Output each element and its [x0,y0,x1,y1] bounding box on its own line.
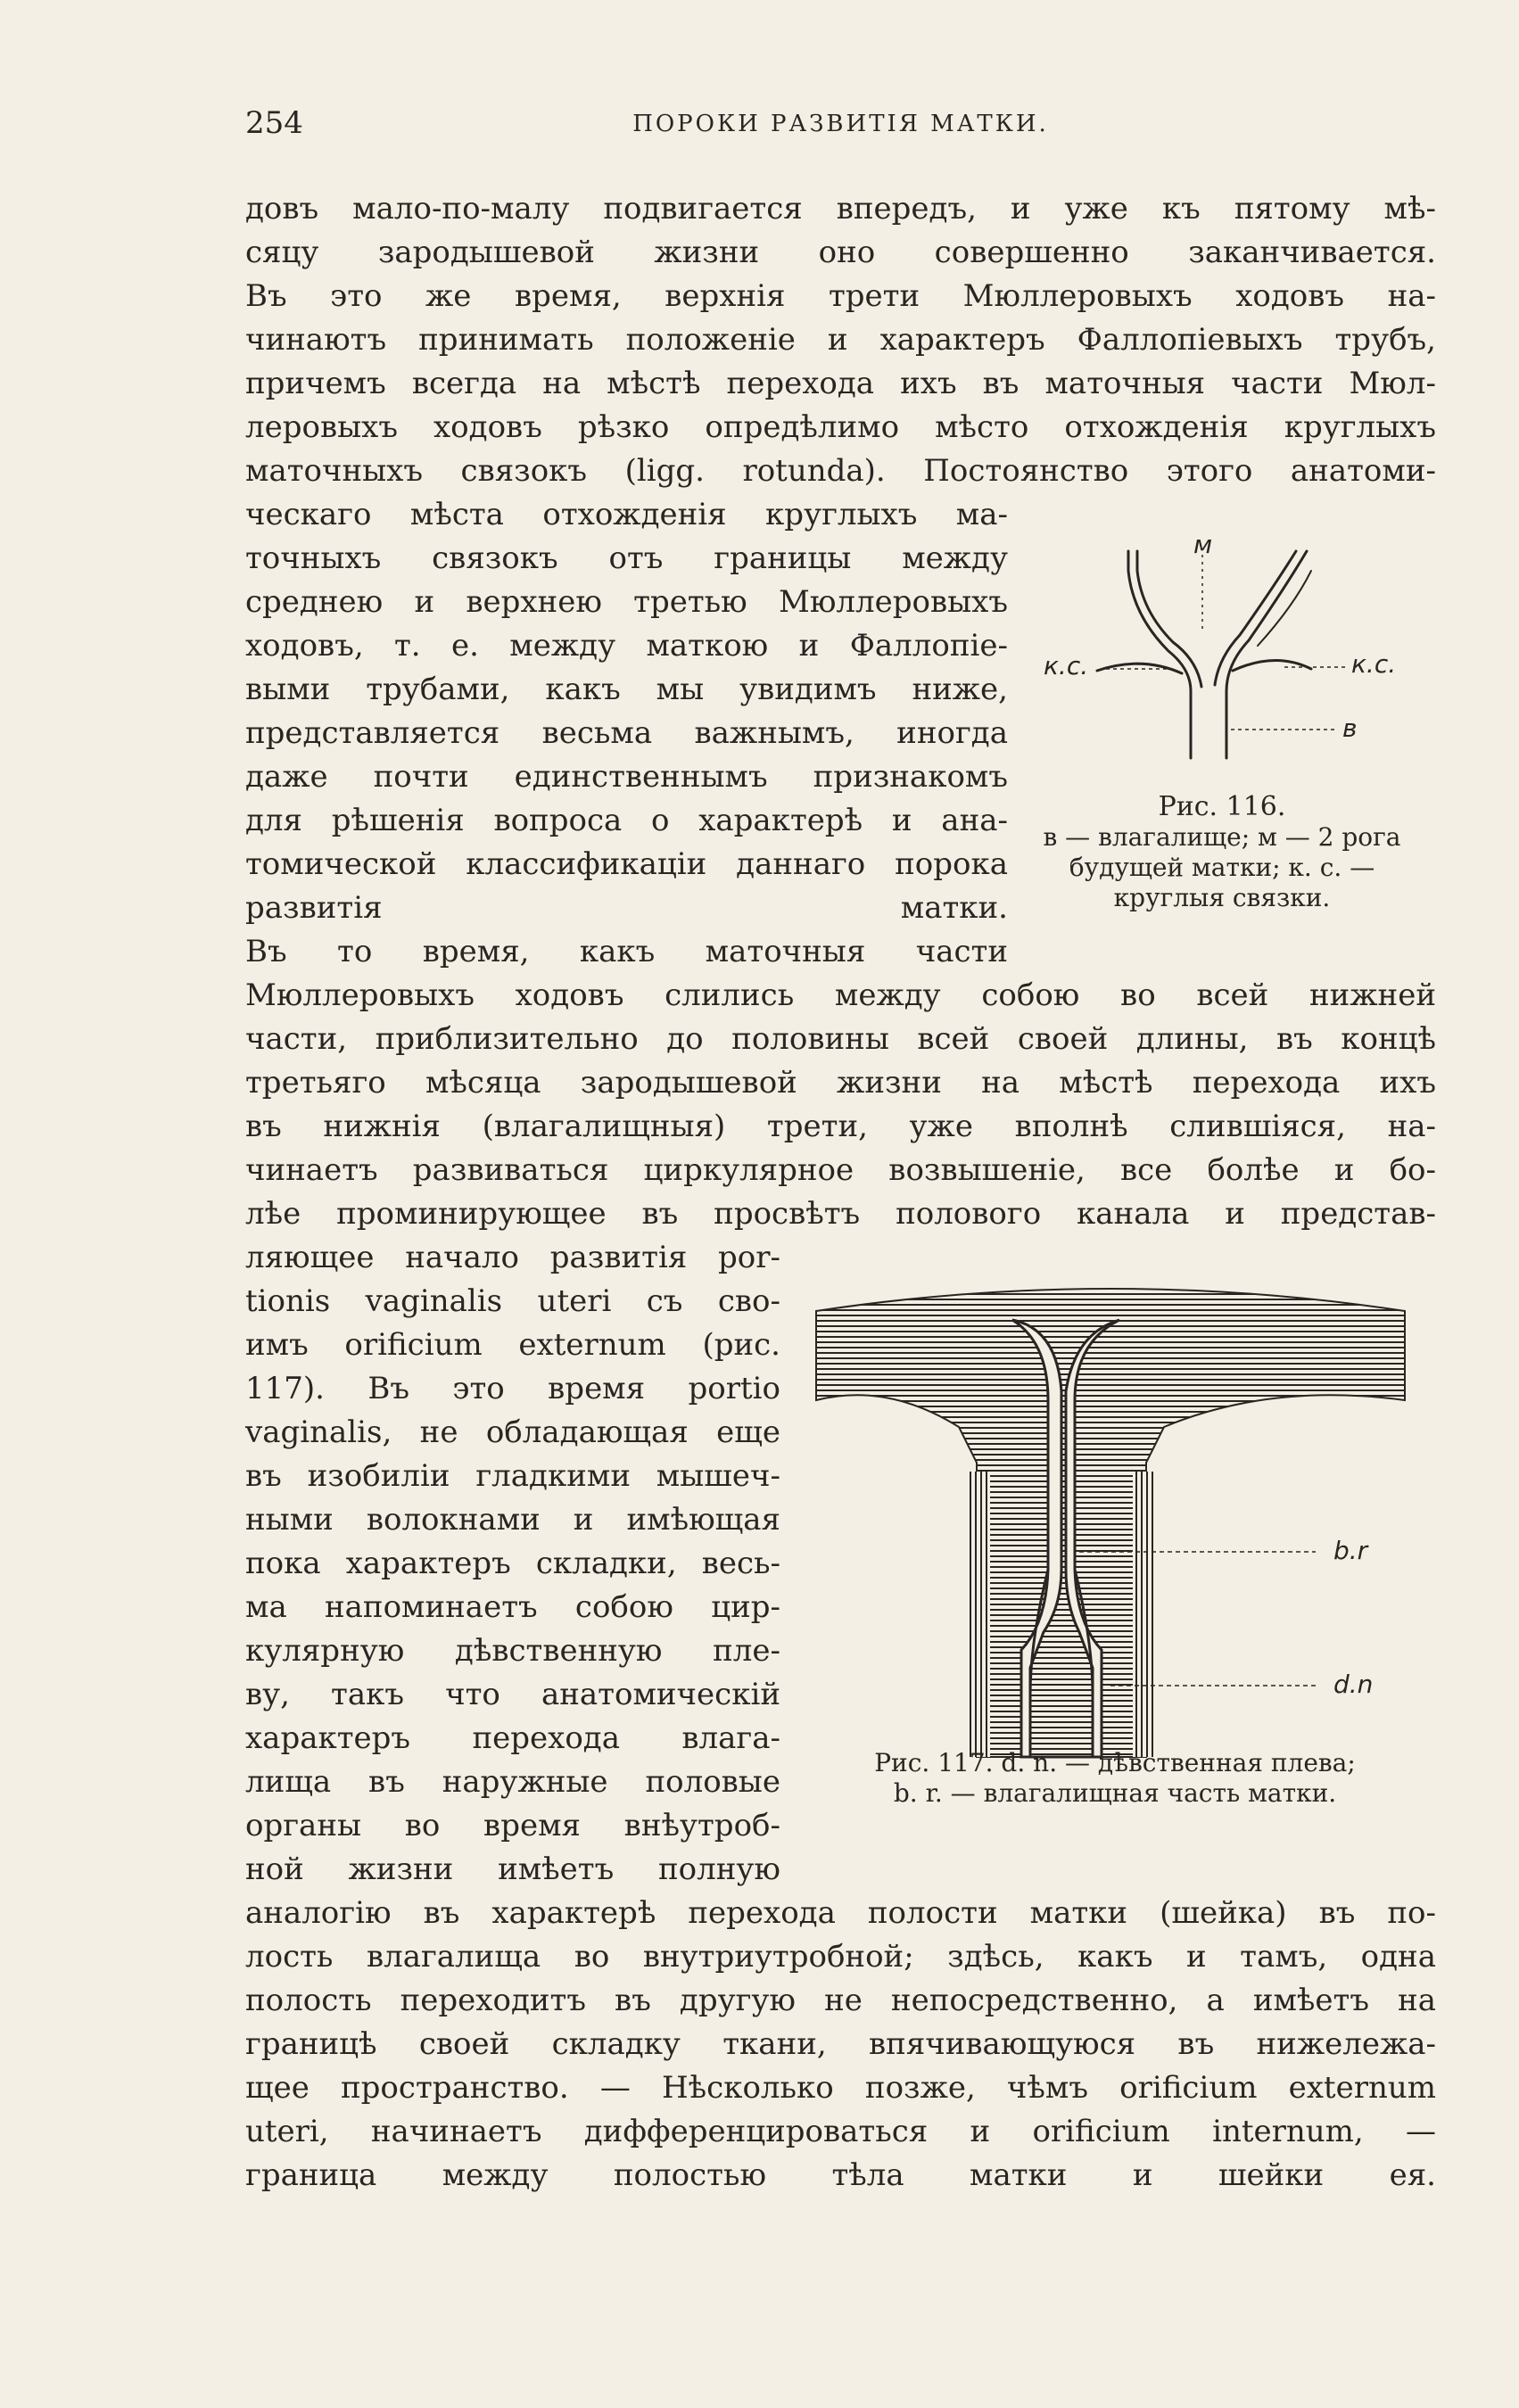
label-vagina: в [1342,713,1358,743]
label-vaginal-portion: b.r [1333,1536,1368,1565]
label-horns: м [1193,530,1213,559]
figure-117-caption: Рис. 117. d. n. — дѣвственная плева; b. r. — влагалищная часть матки. [874,1748,1356,1808]
paragraph-ligaments-wrapped: ческаго мѣста отхожденія круглыхъ ма- точныхъ связокъ отъ границы между среднею и верхнею третью Мюллеровыхъ ходовъ, т. е. между маткою и Фаллопіе- выми трубами, какъ мы увидимъ ниже, представляется весьма важнымъ, иногда даже почти единственнымъ признакомъ для рѣшенія вопроса о характерѣ и ана- томической классификаціи даннаго порока развитія матки. [245,497,1008,926]
paragraph-circular-elevation: Мюллеровыхъ ходовъ слились между собою во всей нижней части, приблизительно до половины всей своей длины, въ концѣ третьяго мѣсяца зародышевой жизни на мѣстѣ перехода ихъ въ нижнія (влагалищныя) трети, уже вполнѣ слившіяся, на- чинаетъ развиваться циркулярное возвышеніе, все болѣе и бо- лѣе проминирующее въ просвѣтъ полового канала и представ- [245,977,1436,1232]
label-hymen: d.n [1333,1670,1374,1699]
page-header [245,105,1436,150]
uterus-section-engraving [807,1249,1414,1766]
figure-116-caption [1017,792,1427,913]
paragraph-portio-start: Въ то время, какъ маточныя части [245,934,1008,969]
figure-116-caption-text: в — влагалище; м — 2 рога будущей матки; к. с. — круглыя связки. [1043,822,1401,912]
running-title: ПОРОКИ РАЗВИТІЯ МАТКИ. [632,111,1049,137]
paragraph-portio-wrapped: ляющее начало развитія por- tionis vaginalis uteri съ сво- имъ orificium externum (рис. 117). Въ это время portio vaginalis, не обладающая еще въ изобиліи гладкими мышеч- ными волокнами и имѣющая пока характеръ складки, весь- ма напоминаетъ собою цир- кулярную дѣвственную пле- ву, такъ что анатомическій характеръ перехода влага- лища въ наружные половые органы во время внѣутроб- ной жизни имѣетъ полную [245,1240,780,1887]
paragraph-continuation: довъ мало-по-малу подвигается впередъ, и уже къ пятому мѣ- сяцу зародышевой жизни оно совершенно заканчивается. [245,191,1436,270]
figure-116-title: Рис. 116. [1158,791,1286,822]
label-round-ligament-right: к.с. [1351,649,1397,679]
page-number: 254 [245,105,303,141]
paragraph-orificium: аналогію въ характерѣ перехода полости матки (шейка) въ по- лость влагалища во внутриутробной; здѣсь, какъ и тамъ, одна полость переходитъ въ другую не непосредственно, а имѣетъ на границѣ своей складку ткани, впячивающуюся въ нижележа- щее пространство. — Нѣсколько позже, чѣмъ orificium externum uteri, начинаетъ дифференцироваться и orificium internum, — граница между полостью тѣла матки и шейки ея. [245,1895,1436,2193]
paragraph-fallopian-tubes: Въ это же время, верхнія трети Мюллеровыхъ ходовъ на- чинаютъ принимать положеніе и характеръ Фаллопіевыхъ трубъ, причемъ всегда на мѣстѣ перехода ихъ въ маточныя части Мюл- леровыхъ ходовъ рѣзко опредѣлимо мѣсто отхожденія круглыхъ маточныхъ связокъ (ligg. rotunda). Постоянство этого анатоми- [245,278,1436,489]
figure-116 [1044,530,1454,785]
label-round-ligament-left: к.с. [1044,651,1089,680]
figure-117 [807,1249,1414,1766]
